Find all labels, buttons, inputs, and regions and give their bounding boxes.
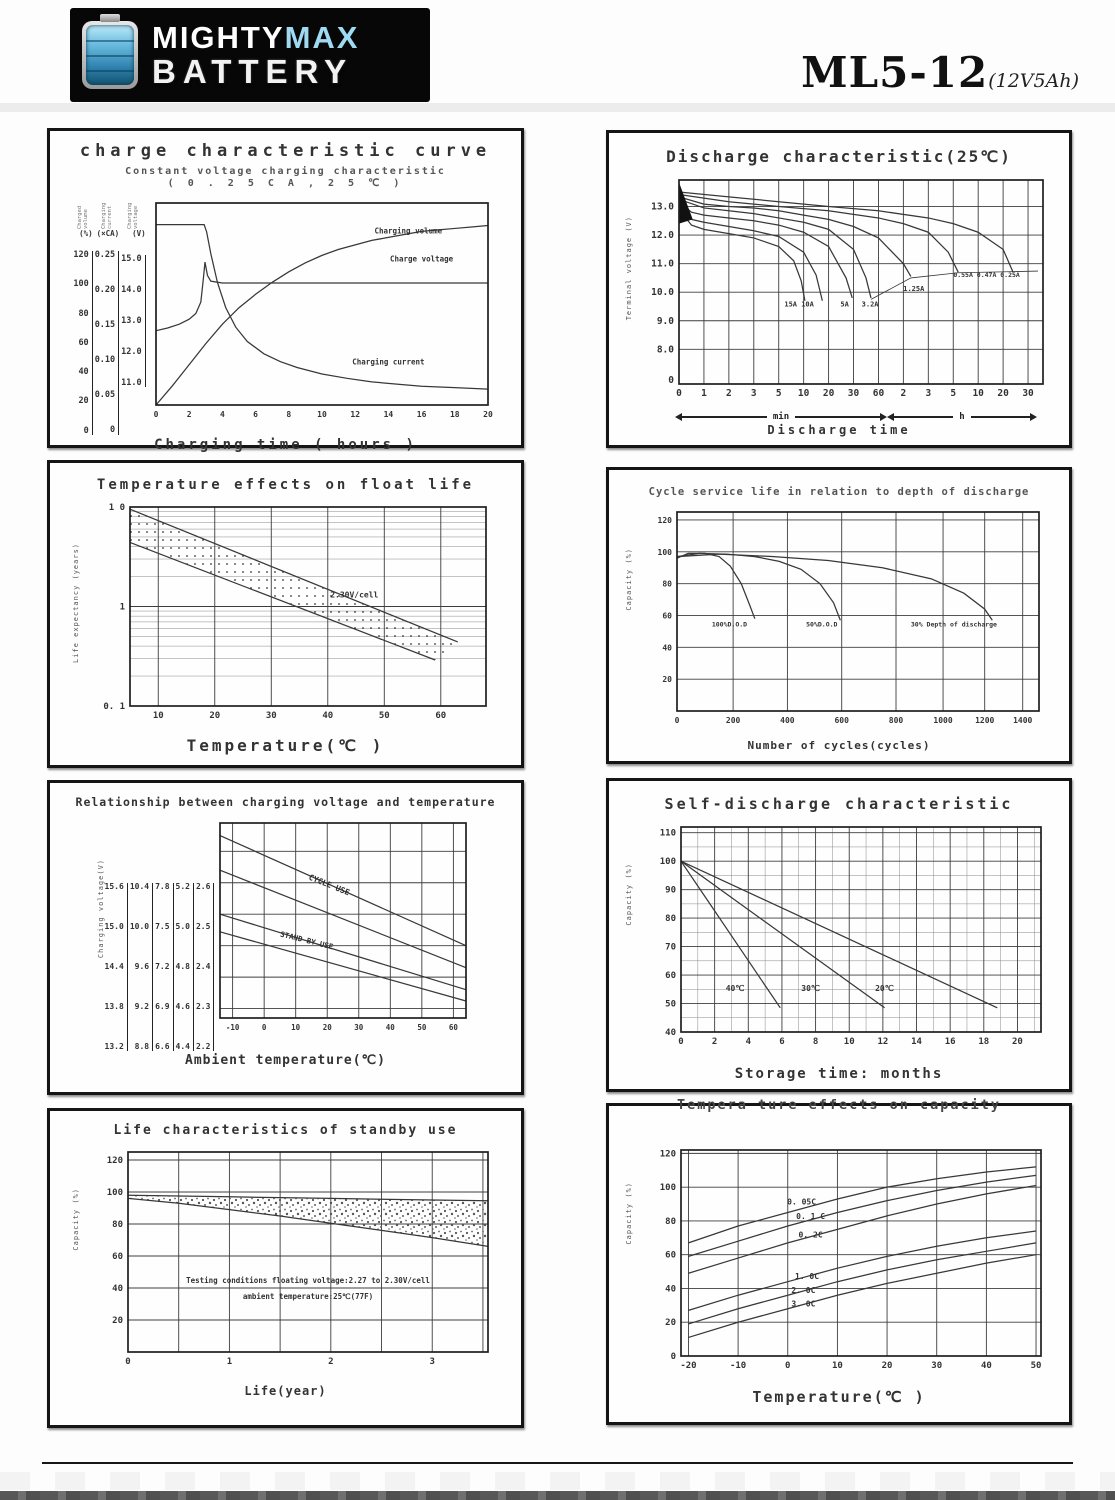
svg-text:20: 20 xyxy=(662,675,672,685)
svg-text:0: 0 xyxy=(668,374,674,386)
svg-text:10: 10 xyxy=(152,711,164,721)
svg-text:0. 2C: 0. 2C xyxy=(798,1230,823,1240)
svg-text:10: 10 xyxy=(797,388,810,399)
svg-text:CYCLE USE: CYCLE USE xyxy=(307,872,352,898)
svg-text:14: 14 xyxy=(911,1037,922,1047)
model-code: ML5-12 xyxy=(801,48,989,97)
svg-text:Charging current: Charging current xyxy=(351,357,425,367)
svg-text:60: 60 xyxy=(434,711,446,721)
svg-text:-10: -10 xyxy=(729,1361,747,1371)
float-life-canvas xyxy=(80,497,500,732)
svg-text:20: 20 xyxy=(208,711,220,721)
svg-text:20: 20 xyxy=(997,388,1009,399)
svg-text:3.2A: 3.2A xyxy=(861,300,879,309)
svg-text:8.0: 8.0 xyxy=(656,344,674,356)
svg-text:1400: 1400 xyxy=(1013,716,1033,725)
svg-text:1: 1 xyxy=(226,1357,232,1367)
axis-ruler: Charged volume (%) 120 100 80 60 40 20 0 xyxy=(73,205,93,436)
svg-text:-20: -20 xyxy=(680,1361,697,1371)
svg-text:20: 20 xyxy=(111,1316,123,1326)
svg-text:80: 80 xyxy=(111,1220,123,1230)
svg-text:10: 10 xyxy=(972,388,984,399)
svg-text:60: 60 xyxy=(872,388,885,399)
svg-text:2: 2 xyxy=(900,388,907,399)
svg-text:1: 1 xyxy=(119,602,125,613)
capacity-temperature-canvas xyxy=(633,1136,1053,1386)
svg-text:10: 10 xyxy=(831,1361,843,1371)
svg-text:40℃: 40℃ xyxy=(725,984,745,993)
svg-text:0. 1 C: 0. 1 C xyxy=(796,1212,826,1222)
svg-text:11.0: 11.0 xyxy=(651,258,674,270)
svg-text:80: 80 xyxy=(665,1216,676,1227)
chart-title: Life characteristics of standby use xyxy=(113,1123,458,1138)
logo-word-max: MAX xyxy=(284,20,360,55)
svg-text:30℃: 30℃ xyxy=(801,984,820,993)
svg-text:40: 40 xyxy=(662,643,672,653)
svg-text:100: 100 xyxy=(659,1183,676,1194)
chart-panel-standby-life xyxy=(47,1108,524,1428)
svg-text:20℃: 20℃ xyxy=(875,984,894,993)
chart-title: Temperature effects on float life xyxy=(96,477,475,493)
svg-text:0: 0 xyxy=(785,1361,791,1371)
svg-text:18: 18 xyxy=(978,1037,990,1047)
x-axis-label: Storage time: months xyxy=(734,1066,944,1082)
svg-text:0: 0 xyxy=(678,1037,684,1047)
svg-text:12: 12 xyxy=(877,1037,889,1047)
svg-text:3: 3 xyxy=(429,1357,435,1367)
svg-text:600: 600 xyxy=(834,716,849,725)
chart-panel-charge-characteristic xyxy=(47,128,524,453)
svg-text:120: 120 xyxy=(657,515,672,525)
axis-ruler: Charging voltage (V) 15.0 14.0 13.0 12.0 11.0 xyxy=(121,202,146,388)
svg-text:8: 8 xyxy=(286,410,291,419)
svg-text:20: 20 xyxy=(665,1318,676,1329)
svg-text:100%D.O.D: 100%D.O.D xyxy=(711,620,748,629)
svg-text:0. 05C: 0. 05C xyxy=(787,1197,817,1207)
chart-panel-cycle-service-life xyxy=(606,467,1072,764)
chart-subtitle: Constant voltage charging characteristic xyxy=(125,166,446,177)
svg-text:120: 120 xyxy=(106,1156,123,1166)
y-axis-label: Capacity (%) xyxy=(71,1188,80,1251)
svg-text:20: 20 xyxy=(881,1361,893,1371)
svg-text:400: 400 xyxy=(780,716,795,725)
svg-text:2: 2 xyxy=(186,410,192,419)
logo-text xyxy=(152,22,359,88)
svg-text:5: 5 xyxy=(775,388,782,399)
svg-text:13.0: 13.0 xyxy=(651,201,674,213)
svg-text:15A 10A: 15A 10A xyxy=(784,300,814,309)
svg-text:2.30V/cell: 2.30V/cell xyxy=(329,590,378,600)
axis-ruler: 2.6 2.5 2.4 2.3 2.2 xyxy=(196,813,214,1051)
svg-text:20: 20 xyxy=(482,410,493,419)
svg-text:10: 10 xyxy=(316,410,327,419)
svg-text:60: 60 xyxy=(449,1023,459,1032)
y-axis-label: Capacity (%) xyxy=(625,1182,633,1245)
axis-unit-min: min xyxy=(772,412,790,422)
chart-panel-capacity-temperature xyxy=(606,1097,1072,1425)
x-axis-label: Temperature(℃ ) xyxy=(752,1388,926,1406)
svg-text:60: 60 xyxy=(662,611,672,621)
svg-text:60: 60 xyxy=(111,1252,123,1262)
svg-text:Testing conditions floating vo: Testing conditions floating voltage:2.27 to 2.30V/cell xyxy=(185,1276,430,1285)
svg-text:10.0: 10.0 xyxy=(651,287,674,299)
svg-text:20: 20 xyxy=(1012,1037,1023,1047)
svg-text:110: 110 xyxy=(659,828,676,839)
cycle-life-canvas xyxy=(633,502,1053,737)
svg-text:18: 18 xyxy=(449,410,460,419)
x-axis-label: Temperature(℃ ) xyxy=(186,736,385,755)
svg-text:30% Depth of discharge: 30% Depth of discharge xyxy=(910,620,997,629)
svg-text:Charge voltage: Charge voltage xyxy=(389,254,453,264)
svg-text:0. 1: 0. 1 xyxy=(102,702,125,712)
svg-text:14: 14 xyxy=(383,410,393,419)
svg-text:800: 800 xyxy=(888,716,904,725)
chart-panel-charging-voltage-temperature xyxy=(47,780,524,1095)
svg-text:0: 0 xyxy=(674,716,680,725)
svg-text:0: 0 xyxy=(670,1352,676,1362)
svg-text:12.0: 12.0 xyxy=(651,230,674,242)
charge-curve-canvas xyxy=(148,193,498,433)
svg-text:3: 3 xyxy=(925,388,932,399)
axis-ruler: Charging current (×CA) 0.25 0.20 0.15 0.10 0.05 0 xyxy=(94,202,120,436)
x-axis-label: Discharge time xyxy=(767,423,911,437)
logo-word-mighty: MIGHTY xyxy=(152,20,285,55)
svg-text:30: 30 xyxy=(847,388,860,399)
svg-text:10: 10 xyxy=(843,1037,855,1047)
svg-text:70: 70 xyxy=(665,942,676,953)
svg-text:50%D.O.D: 50%D.O.D xyxy=(806,620,838,629)
chart-panel-self-discharge xyxy=(606,778,1072,1092)
x-axis-label: Number of cycles(cycles) xyxy=(747,739,931,752)
mighty-max-logo xyxy=(70,8,430,102)
svg-text:20: 20 xyxy=(822,388,835,399)
svg-text:40: 40 xyxy=(980,1361,992,1371)
svg-text:ambient temperature:25℃(77F): ambient temperature:25℃(77F) xyxy=(242,1292,373,1301)
chart-title: Discharge characteristic(25℃) xyxy=(666,147,1012,166)
chart-subtitle-2: ( 0 . 2 5 C A , 2 5 ℃ ) xyxy=(167,178,404,189)
svg-text:40: 40 xyxy=(111,1284,123,1294)
chart-panel-float-life xyxy=(47,460,524,768)
self-discharge-canvas xyxy=(633,817,1053,1062)
x-axis-label: Life(year) xyxy=(244,1384,327,1398)
svg-text:80: 80 xyxy=(662,579,672,589)
chart-title: Cycle service life in relation to depth of discharge xyxy=(648,486,1030,498)
footer-rule xyxy=(42,1462,1073,1464)
voltage-scale-rulers xyxy=(105,813,217,1051)
svg-text:-10: -10 xyxy=(226,1023,240,1032)
svg-text:100: 100 xyxy=(657,547,672,557)
svg-text:1200: 1200 xyxy=(975,716,995,725)
svg-text:1: 1 xyxy=(701,388,707,399)
svg-text:0.55A 0.47A 0.25A: 0.55A 0.47A 0.25A xyxy=(953,270,1020,279)
svg-text:9.0: 9.0 xyxy=(656,315,674,327)
svg-text:60: 60 xyxy=(665,1250,676,1261)
svg-text:0: 0 xyxy=(262,1023,267,1032)
svg-text:50: 50 xyxy=(417,1023,427,1032)
svg-text:20: 20 xyxy=(323,1023,333,1032)
svg-text:1 0: 1 0 xyxy=(108,503,125,513)
svg-text:2: 2 xyxy=(725,388,732,399)
svg-text:40: 40 xyxy=(386,1023,396,1032)
axis-unit-h: h xyxy=(959,412,965,422)
svg-text:6: 6 xyxy=(779,1037,785,1047)
svg-text:40: 40 xyxy=(321,711,333,721)
svg-text:Charging volume: Charging volume xyxy=(374,226,442,236)
axis-ruler: 5.2 5.0 4.8 4.6 4.4 xyxy=(176,813,194,1051)
svg-text:100: 100 xyxy=(106,1188,123,1198)
svg-text:0: 0 xyxy=(676,388,682,399)
svg-text:4: 4 xyxy=(219,410,225,419)
chart-title: Tempera ture effects on capacity xyxy=(676,1097,1002,1113)
svg-text:5: 5 xyxy=(950,388,957,399)
svg-text:60: 60 xyxy=(665,971,676,982)
svg-text:12: 12 xyxy=(350,410,360,419)
svg-text:3: 3 xyxy=(750,388,757,399)
discharge-curve-canvas xyxy=(633,170,1053,410)
svg-text:100: 100 xyxy=(659,857,676,868)
y-axis-label: Terminal voltage (V) xyxy=(625,216,633,321)
model-spec: (12V5Ah) xyxy=(988,70,1079,92)
svg-text:80: 80 xyxy=(665,914,676,925)
y-axis-label: Charging voltage(V) xyxy=(96,859,105,959)
svg-text:2: 2 xyxy=(711,1037,718,1047)
svg-text:200: 200 xyxy=(725,716,741,725)
left-axis-rulers xyxy=(73,193,147,435)
model-number xyxy=(801,48,1079,97)
standby-life-canvas xyxy=(80,1142,500,1382)
y-axis-label: Life expectancy (years) xyxy=(71,543,80,663)
svg-text:50: 50 xyxy=(378,711,390,721)
scan-noise xyxy=(0,1472,1115,1490)
svg-text:2: 2 xyxy=(327,1357,334,1367)
svg-text:4: 4 xyxy=(745,1037,752,1047)
svg-text:30: 30 xyxy=(354,1023,364,1032)
header-divider xyxy=(0,103,1115,112)
svg-text:120: 120 xyxy=(659,1149,676,1160)
axis-ruler: 15.6 15.0 14.4 13.8 13.2 xyxy=(105,813,128,1051)
axis-ruler: 7.8 7.5 7.2 6.9 6.6 xyxy=(155,813,173,1051)
svg-text:3. 0C: 3. 0C xyxy=(791,1299,816,1309)
chart-title: charge characteristic curve xyxy=(79,141,492,161)
battery-icon xyxy=(82,21,138,89)
x-axis-label: Charging time ( hours ) xyxy=(154,437,417,453)
svg-text:50: 50 xyxy=(1030,1361,1042,1371)
svg-text:1000: 1000 xyxy=(933,716,953,725)
axis-ruler: 10.4 10.0 9.6 9.2 8.8 xyxy=(130,813,153,1051)
y-axis-label: Capacity (%) xyxy=(625,863,633,926)
svg-text:2. 0C: 2. 0C xyxy=(791,1286,816,1296)
svg-text:30: 30 xyxy=(265,711,277,721)
svg-text:16: 16 xyxy=(416,410,427,419)
y-axis-label: Capacity (%) xyxy=(625,548,633,611)
svg-text:5A: 5A xyxy=(840,300,849,309)
svg-text:0: 0 xyxy=(153,410,159,419)
chart-panel-discharge-characteristic xyxy=(606,130,1072,448)
svg-text:90: 90 xyxy=(665,885,676,896)
chart-title: Self-discharge characteristic xyxy=(664,795,1014,813)
svg-text:6: 6 xyxy=(252,410,258,419)
svg-text:1. 0C: 1. 0C xyxy=(794,1271,820,1281)
svg-text:50: 50 xyxy=(665,999,676,1010)
svg-text:40: 40 xyxy=(665,1028,676,1038)
svg-text:10: 10 xyxy=(291,1023,301,1032)
discharge-time-axis xyxy=(629,412,1049,422)
logo-word-battery: BATTERY xyxy=(152,53,354,90)
svg-text:16: 16 xyxy=(944,1037,956,1047)
footer-strip xyxy=(0,1491,1115,1500)
x-axis-label: Ambient temperature(℃) xyxy=(185,1053,386,1068)
svg-text:8: 8 xyxy=(812,1037,819,1047)
svg-text:30: 30 xyxy=(1022,388,1034,399)
charging-voltage-canvas xyxy=(216,813,474,1048)
svg-text:STAND BY USE: STAND BY USE xyxy=(279,929,335,952)
svg-text:30: 30 xyxy=(931,1361,943,1371)
svg-text:40: 40 xyxy=(665,1284,676,1295)
svg-text:0: 0 xyxy=(124,1357,131,1367)
svg-text:1.25A: 1.25A xyxy=(903,285,925,294)
chart-title: Relationship between charging voltage and temperature xyxy=(75,795,496,809)
